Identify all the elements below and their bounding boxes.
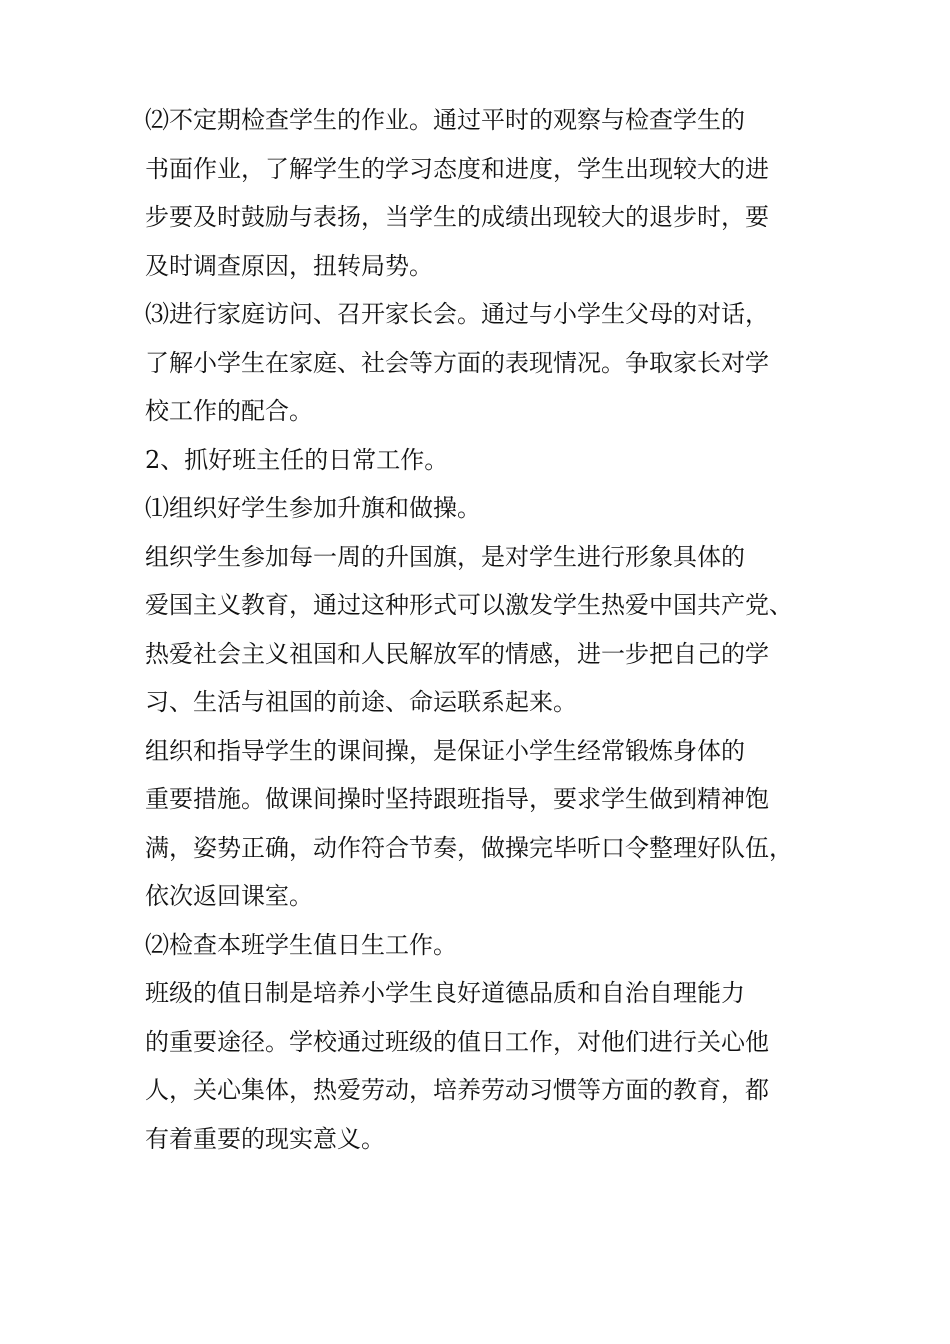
text-line: 2、抓好班主任的日常工作。 [145,445,449,474]
text-line: ⑵不定期检查学生的作业。通过平时的观察与检查学生的 [145,106,745,134]
text-line: 书面作业，了解学生的学习态度和进度，学生出现较大的进 [145,154,769,183]
text-line: 满，姿势正确，动作符合节奏，做操完毕听口令整理好队伍， [145,833,793,862]
text-line: 依次返回课室。 [145,882,313,910]
text-line: 的重要途径。学校通过班级的值日工作，对他们进行关心他 [145,1027,769,1056]
text-line: 校工作的配合。 [145,397,313,425]
document-body [145,96,835,1163]
text-line: 爱国主义教育，通过这种形式可以激发学生热爱中国共产党、 [145,591,793,619]
text-line: 组织学生参加每一周的升国旗，是对学生进行形象具体的 [145,542,745,571]
text-line: 热爱社会主义祖国和人民解放军的情感，进一步把自己的学 [145,639,769,668]
text-line: 有着重要的现实意义。 [145,1124,385,1153]
text-line: 了解小学生在家庭、社会等方面的表现情况。争取家长对学 [145,348,769,377]
text-line: ⑵检查本班学生值日生工作。 [145,930,457,959]
text-line: 步要及时鼓励与表扬，当学生的成绩出现较大的退步时，要 [145,203,769,231]
text-line: 及时调查原因，扭转局势。 [145,251,433,280]
text-line: 人，关心集体，热爱劳动，培养劳动习惯等方面的教育，都 [145,1076,769,1104]
text-line: 组织和指导学生的课间操，是保证小学生经常锻炼身体的 [145,736,745,765]
text-line: ⑴组织好学生参加升旗和做操。 [145,494,481,522]
text-line: 重要措施。做课间操时坚持跟班指导，要求学生做到精神饱 [145,785,769,813]
text-line: 班级的值日制是培养小学生良好道德品质和自治自理能力 [145,979,745,1007]
text-line: ⑶进行家庭访问、召开家长会。通过与小学生父母的对话， [145,300,769,328]
text-line: 习、生活与祖国的前途、命运联系起来。 [145,688,577,716]
